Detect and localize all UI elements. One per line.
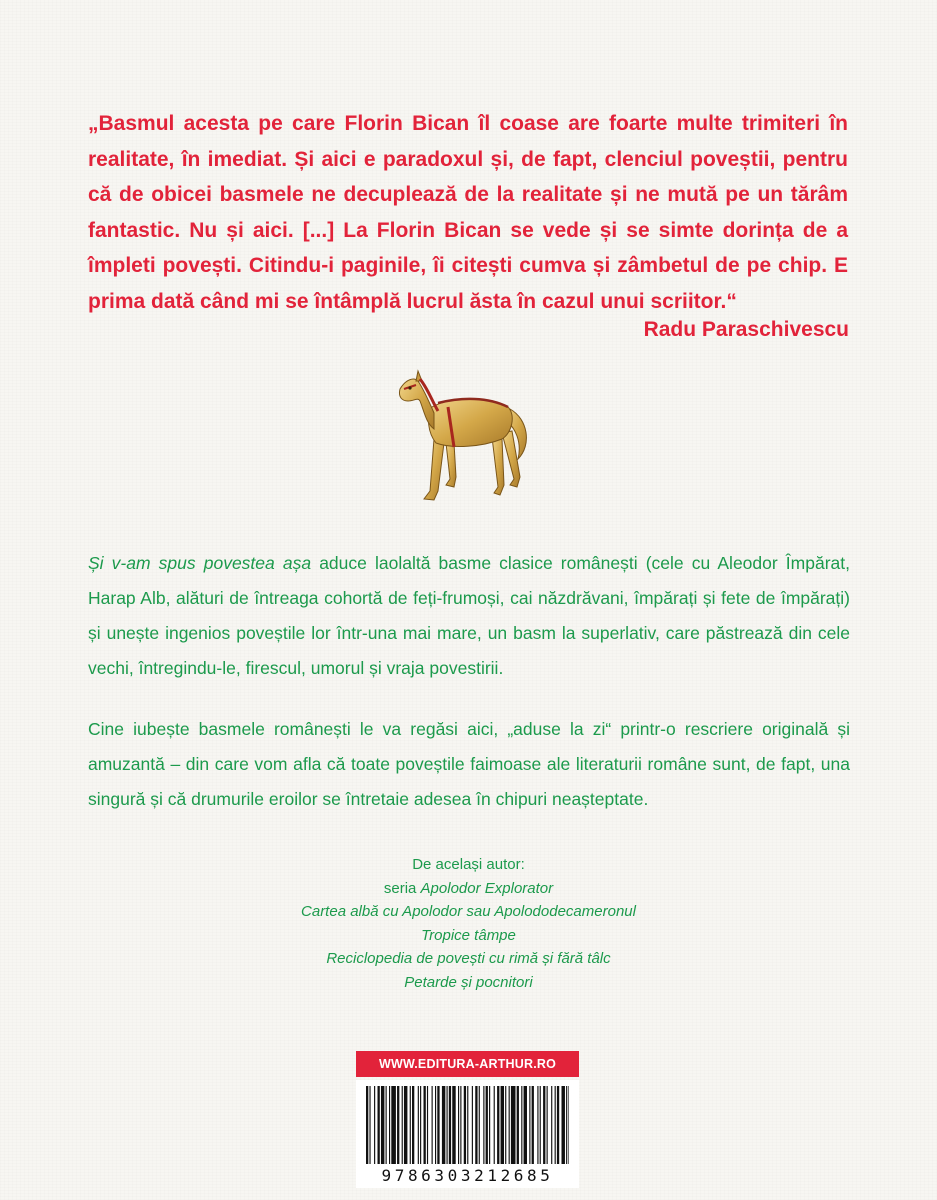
barcode-bar <box>479 1086 480 1164</box>
back-cover-quote: „Basmul acesta pe care Florin Bican îl coase are foarte multe trimiteri în realitate, în imediat. Și aici e paradoxul și, de fapt, clenciul poveștii, pentru că de obicei basmele ne decuplează de la realitate și ne mută pe un tărâm fantastic. Nu și aici. [...] La Florin Bican se vede și se simte dorința de a împleti povești. Citindu-i paginile, îi citești cumva și zâmbetul de pe chip. E prima dată când mi se întâmplă lucrul ăsta în cazul unui scriitor.“ <box>88 112 848 313</box>
barcode-bar <box>447 1086 448 1164</box>
barcode-bar <box>511 1086 516 1164</box>
barcode-bar <box>381 1086 384 1164</box>
barcode-bar <box>449 1086 451 1164</box>
barcode-bar <box>467 1086 468 1164</box>
barcode-bar <box>452 1086 455 1164</box>
isbn-barcode <box>356 1080 579 1188</box>
book-title-item: Reciclopedia de povești cu rimă și fără tâlc <box>326 950 611 967</box>
barcode-bar <box>517 1086 519 1164</box>
barcode-bar <box>404 1086 407 1164</box>
barcode-bar <box>537 1086 538 1164</box>
series-name: Apolodor Explorator <box>420 879 554 897</box>
series-prefix: seria <box>383 879 421 897</box>
barcode-bar <box>374 1086 375 1164</box>
description-paragraph-2: Cine iubește basmele românești le va regăsi aici, „aduse la zi“ printr-o rescriere originală și amuzantă – din care vom afla că toate poveștile faimoase ale literaturii române sunt, de fapt, una singură și că drumurile eroilor se întretaie adesea în chipuri neașteptate. <box>88 719 850 809</box>
barcode-bar <box>566 1086 567 1164</box>
barcode-bar <box>389 1086 390 1164</box>
barcode-bar <box>369 1086 370 1164</box>
barcode-bar <box>458 1086 459 1164</box>
barcode-bar <box>521 1086 522 1164</box>
barcode-bar <box>402 1086 403 1164</box>
quote-author: Radu Paraschivescu <box>643 318 849 341</box>
barcode-bar <box>475 1086 477 1164</box>
description-paragraph-1-text: aduce laolaltă basme clasice românești (cele cu Aleodor Împărat, Harap Alb, alături de întreaga cohortă de feți-frumoși, cai năzdrăvani, împărați și fete de împărați) și unește ingenios poveștile lor într-una mai mare, un basm la superlativ, care păstrează din cele vechi, întregindu-le, firescul, umorul și vraja povestirii. <box>88 553 850 678</box>
description-paragraph-1 <box>88 546 850 686</box>
barcode-bar <box>532 1086 534 1164</box>
barcode-bar <box>529 1086 530 1164</box>
book-title-item: Tropice tâmpe <box>421 926 516 944</box>
barcode-bar <box>540 1086 541 1164</box>
barcode-bar <box>501 1086 504 1164</box>
barcode-bar <box>386 1086 387 1164</box>
barcode-bar <box>432 1086 433 1164</box>
barcode-bar <box>509 1086 510 1164</box>
barcode-bar <box>366 1086 368 1164</box>
barcode-bar <box>505 1086 506 1164</box>
barcode-bar <box>472 1086 473 1164</box>
barcode-bar <box>547 1086 548 1164</box>
barcode-bar <box>442 1086 445 1164</box>
barcode-bar <box>557 1086 559 1164</box>
barcode-bars <box>356 1080 579 1166</box>
barcode-bar <box>497 1086 499 1164</box>
barcode-bar <box>486 1086 488 1164</box>
barcode-bar <box>464 1086 466 1164</box>
barcode-bar <box>543 1086 545 1164</box>
barcode-bar <box>391 1086 396 1164</box>
barcode-bar <box>568 1086 569 1164</box>
barcode-bar <box>555 1086 556 1164</box>
book-title-item: Petarde și pocnitori <box>404 973 533 991</box>
barcode-bar <box>420 1086 421 1164</box>
barcode-bar <box>489 1086 490 1164</box>
barcode-bar <box>483 1086 484 1164</box>
book-title-item: Cartea albă cu Apolodor sau Apolododecameronul <box>301 903 636 920</box>
barcode-bar <box>437 1086 439 1164</box>
barcode-bar <box>418 1086 419 1164</box>
barcode-bar <box>551 1086 552 1164</box>
barcode-bar <box>378 1086 380 1164</box>
horse-icon <box>390 367 546 517</box>
series-line <box>230 877 707 901</box>
barcode-bar <box>427 1086 428 1164</box>
isbn-number: 9786303212685 <box>381 1166 554 1185</box>
same-author-heading: De același autor: <box>412 856 525 873</box>
barcode-bar <box>494 1086 495 1164</box>
barcode-bar <box>435 1086 436 1164</box>
barcode-bar <box>397 1086 399 1164</box>
barcode-bar <box>524 1086 527 1164</box>
book-title: Și v-am spus povestea așa <box>88 553 312 573</box>
barcode-bar <box>424 1086 426 1164</box>
barcode-bar <box>562 1086 565 1164</box>
barcode-bar <box>460 1086 461 1164</box>
same-author-list <box>230 853 707 994</box>
barcode-bar <box>412 1086 414 1164</box>
barcode-bar <box>410 1086 411 1164</box>
publisher-website: WWW.EDITURA-ARTHUR.RO <box>356 1051 579 1077</box>
